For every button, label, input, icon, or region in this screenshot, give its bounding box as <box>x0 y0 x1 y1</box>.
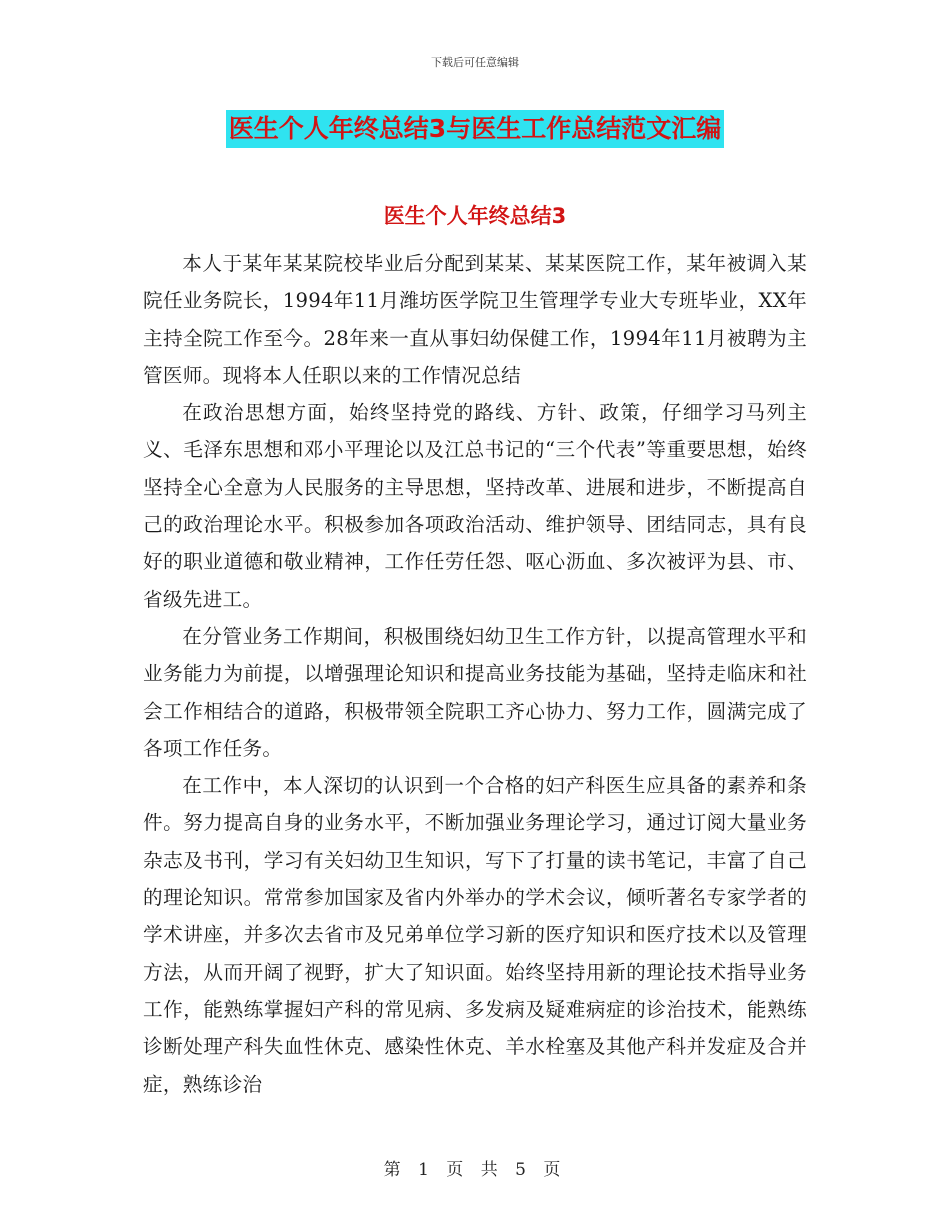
sub-title: 医生个人年终总结3 <box>383 204 567 228</box>
header-note: 下载后可任意编辑 <box>431 56 519 69</box>
paragraph: 在工作中，本人深切的认识到一个合格的妇产科医生应具备的素养和条件。努力提高自身的业务水平，不断加强业务理论学习，通过订阅大量业务杂志及书刊，学习有关妇幼卫生知识，写下了打量的读书笔记，丰富了自己的理论知识。常常参加国家及省内外举办的学术会议，倾听著名专家学者的学术讲座，并多次去省市及兄弟单位学习新的医疗知识和医疗技术以及管理方法，从而开阔了视野，扩大了知识面。始终坚持用新的理论技术指导业务工作，能熟练掌握妇产科的常见病、多发病及疑难病症的诊治技术，能熟练诊断处理产科失血性休克、感染性休克、羊水栓塞及其他产科并发症及合并症，熟练诊治 <box>143 774 807 1096</box>
body-text <box>143 245 807 1103</box>
paragraph: 在分管业务工作期间，积极围绕妇幼卫生工作方针，以提高管理水平和业务能力为前提，以增强理论知识和提高业务技能为基础，坚持走临床和社会工作相结合的道路，积极带领全院职工齐心协力、努力工作，圆满完成了各项工作任务。 <box>143 624 807 760</box>
paragraph: 在政治思想方面，始终坚持党的路线、方针、政策，仔细学习马列主义、毛泽东思想和邓小平理论以及江总书记的“三个代表”等重要思想，始终坚持全心全意为人民服务的主导思想，坚持改革、进展和进步，不断提高自己的政治理论水平。积极参加各项政治活动、维护领导、团结同志，具有良好的职业道德和敬业精神，工作任劳任怨、呕心沥血、多次被评为县、市、省级先进工。 <box>143 401 807 611</box>
main-title-wrap <box>0 110 950 148</box>
page-footer: 第 1 页 共 5 页 <box>383 1160 567 1180</box>
paragraph: 本人于某年某某院校毕业后分配到某某、某某医院工作，某年被调入某院任业务院长，1994年11月潍坊医学院卫生管理学专业大专班毕业，XX年主持全院工作至今。28年来一直从事妇幼保健工作，1994年11月被聘为主管医师。现将本人任职以来的工作情况总结 <box>143 252 807 387</box>
main-title: 医生个人年终总结3与医生工作总结范文汇编 <box>226 110 724 148</box>
